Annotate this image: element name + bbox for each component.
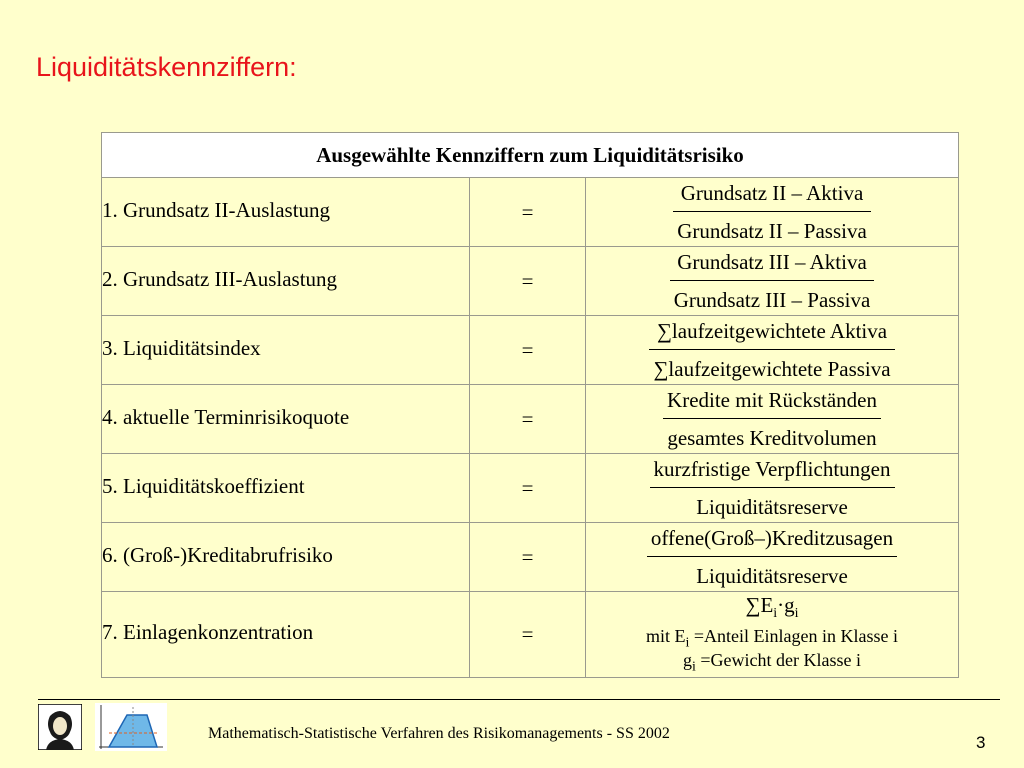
ratio-table (101, 132, 959, 678)
ratio-name: 1. Grundsatz II-Auslastung (102, 178, 470, 247)
equals-sign: = (470, 454, 586, 523)
formula-numerator: ∑laufzeitgewichtete Aktiva (649, 318, 894, 349)
ratio-formula (586, 523, 959, 592)
ratio-formula (586, 178, 959, 247)
table-row (102, 592, 959, 678)
table-row (102, 178, 959, 247)
formula-definition-e: mit $E_i$ =Anteil Einlagen in Klasse i (646, 626, 899, 651)
equals-sign: = (470, 592, 586, 678)
ratio-name: 4. aktuelle Terminrisikoquote (102, 385, 470, 454)
ratio-formula (586, 247, 959, 316)
portrait-logo-icon (38, 704, 82, 750)
table-row (102, 316, 959, 385)
formula-sum-expression: $\sum E_i\cdot g_i$ (745, 592, 799, 621)
formula-denominator: Liquiditätsreserve (696, 563, 848, 588)
ratio-formula (586, 316, 959, 385)
equals-sign: = (470, 178, 586, 247)
formula-denominator: gesamtes Kreditvolumen (667, 425, 877, 450)
concentration-formula (586, 592, 959, 678)
formula-denominator: Grundsatz II – Passiva (677, 218, 867, 243)
formula-denominator: ∑laufzeitgewichtete Passiva (653, 356, 891, 381)
slide-title: Liquiditätskennziffern: (36, 52, 297, 82)
equals-sign: = (470, 247, 586, 316)
ratio-name: 6. (Groß-)Kreditabrufrisiko (102, 523, 470, 592)
formula-numerator: offene(Groß–)Kreditzusagen (647, 525, 897, 556)
formula-denominator: Grundsatz III – Passiva (673, 287, 871, 312)
footer-divider (38, 699, 1000, 700)
formula-numerator: Grundsatz II – Aktiva (673, 180, 871, 211)
table-heading: Ausgewählte Kennziffern zum Liquiditätsrisiko (102, 133, 959, 178)
ratio-name: 7. Einlagenkonzentration (102, 592, 470, 678)
ratio-formula (586, 385, 959, 454)
formula-definition-g: $g_i$ =Gewicht der Klasse i (683, 650, 862, 675)
table-row (102, 247, 959, 316)
ratio-formula (586, 454, 959, 523)
page-number: 3 (976, 733, 986, 752)
formula-numerator: Grundsatz III – Aktiva (670, 249, 875, 280)
footer-course-title: Mathematisch-Statistische Verfahren des Risikomanagements - SS 2002 (208, 725, 670, 742)
table-row (102, 385, 959, 454)
formula-numerator: kurzfristige Verpflichtungen (650, 456, 895, 487)
ratio-name: 3. Liquiditätsindex (102, 316, 470, 385)
equals-sign: = (470, 316, 586, 385)
table-row (102, 454, 959, 523)
ratio-name: 5. Liquiditätskoeffizient (102, 454, 470, 523)
equals-sign: = (470, 385, 586, 454)
ratio-name: 2. Grundsatz III-Auslastung (102, 247, 470, 316)
equals-sign: = (470, 523, 586, 592)
formula-denominator: Liquiditätsreserve (696, 494, 848, 519)
table-row (102, 523, 959, 592)
distribution-logo-icon (95, 703, 167, 751)
formula-numerator: Kredite mit Rückständen (663, 387, 881, 418)
